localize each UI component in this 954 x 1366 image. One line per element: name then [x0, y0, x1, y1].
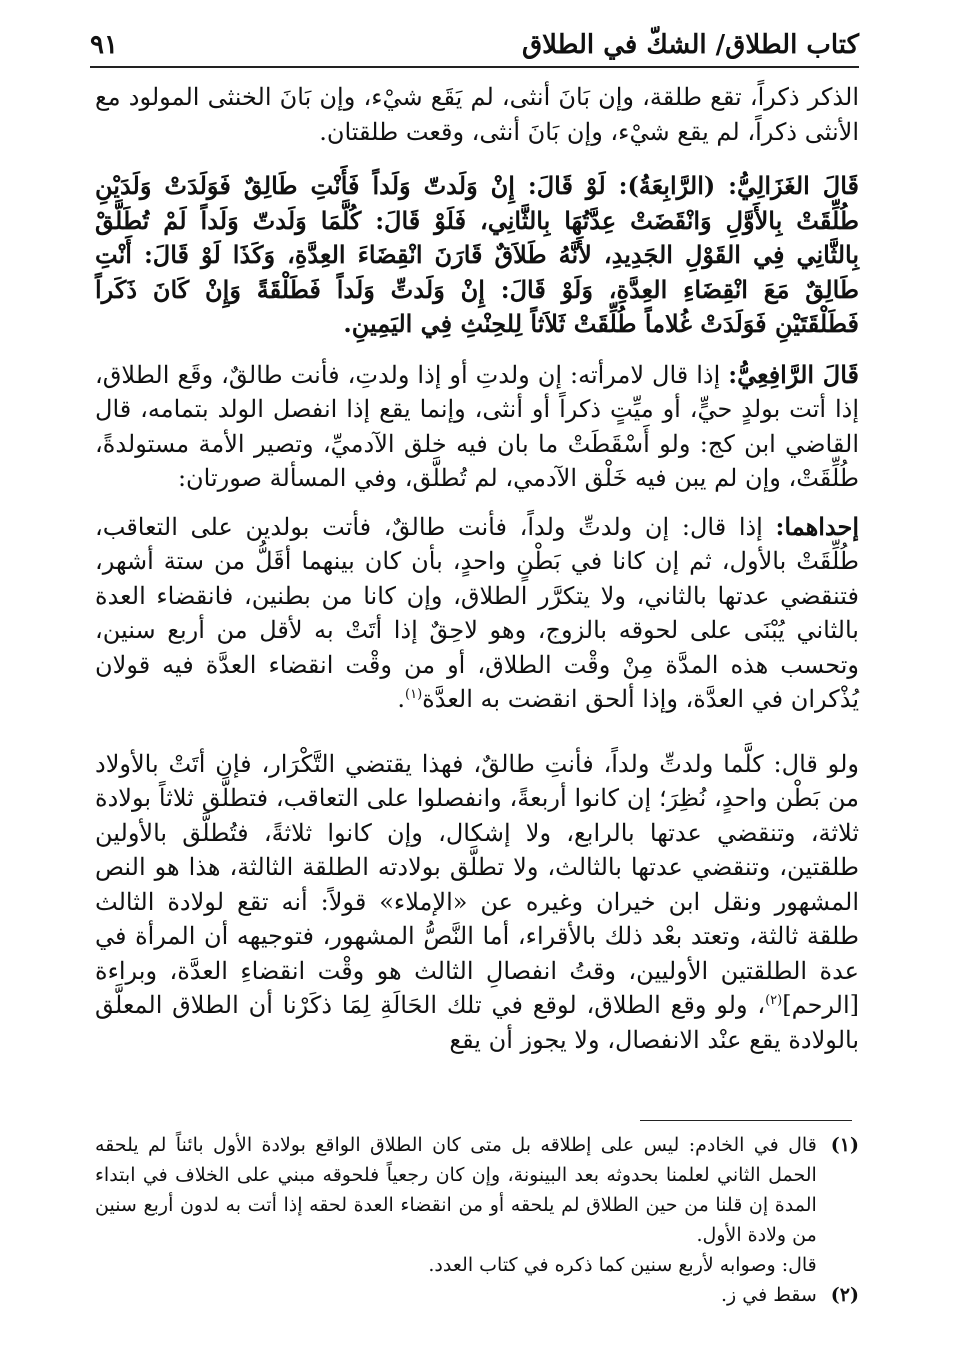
footnotes — [95, 1130, 859, 1310]
second-case-text: ولو قال: كلَّما ولدتِّ ولداً، فأنتِ طالقٌ، فهذا يقتضي التَّكْرَار، فإن أتَتْ بالأولاد من بَطْن واحدٍ، نُظِرَ؛ إن كانوا أربعةً، وانفصلوا على التعاقب، فتطلَّق ثلاثاً بولادة ثلاثة، وتنقضي عدتها بالرابع، ولا إشكال، وإن كانوا ثلاثةً، فتُطلَّق بالأولين طلقتين، وتنقضي عدتها بالثالث، ولا تطلَّق بولادته الطلقة الثالثة، هذا هو النص المشهور ونقل ابن خيران وغيره عن «الإملاء» قولاً: أنه تقع لولادة الثالث طلقة ثالثة، وتعتد بعْد ذلك بالأقراء، أما النَّصُّ المشهور، فتوجيهه أن المرأة في عدة الطلقتين الأوليين، وقتُ انفصالِ الثالث هو وقْت انقضاءِ العدَّة، وبراءة [الرحم] — [95, 749, 859, 1019]
rafii-lead: قَالَ الرَّافِعِيُّ: — [728, 359, 859, 389]
paragraph-first-case: إحداهما: إذا قال: إن ولدتِّ ولداً، فأنت طالقٌ، فأتت بولدين على التعاقب، طُلِّقَتْ بالأول، ثم إن كانا في بَطْنٍ واحدٍ، بأن كان بينهما أقَلُّ من ستة أشهر، فتنقضي عدتها بالثاني، ولا يتكرَّر الطلاق، وإن كانا من بطنين، فانقضاء العدة بالثاني يُبْنَى على لحوقه بالزوج، وهو لاحِقٌ إذا أتَتْ به لأقل من أربع سنين، وتحسب هذه المدَّة مِنْ وقْت الطلاق، أو من وقْت انقضاء العدَّة فيه قولان يُذْكران في العدَّة، وإذا ألحق انقضت به العدَّة$^{(١)}$. — [95, 511, 859, 713]
footnote-ref-2[interactable]: (٢) — [765, 993, 783, 1008]
main-text — [95, 80, 859, 1057]
ghazali-text: لَوْ قَالَ: إِنْ وَلَدتّ وَلَداً فَأَنْتِ طَالِقٌ فَوَلَدَتْ وَلَدَيْنِ طُلِّقَتْ بِالأَوَّلِ وَانْقَضَتْ عِدَّتُهَا بِالثَّانِي، فَلَوْ قَالَ: كُلَّمَا وَلَدتّ وَلَداً لَمْ تُطَلَّقْ بِالثَّانِي فِي القَوْلِ الجَدِيدِ، لأَنَّهُ طَلاَقٌ قَارَنَ انْقِضَاءَ العِدَّةِ، وَكَذَا لَوْ قَالَ: أَنْتِ طَالِقٌ مَعَ انْقِضَاءِ العِدَّةِ، وَلَوْ قَالَ: إِنْ وَلَدتِّ وَلَداً فَطَلْقَةً وَإِنْ كَانَ ذَكَراً فَطَلْقَتَيْنِ فَوَلَدَتْ غُلاماً طُلِّقَتْ ثَلاَثاً لِلحِنْثِ فِي اليَمِينِ. — [95, 171, 860, 338]
paragraph-second-case — [95, 747, 859, 1058]
footnote-1 — [95, 1130, 859, 1280]
ghazali-lead: قَالَ الغَزَالِيُّ: (الرَّابِعَةُ): — [618, 171, 860, 200]
header-title: كتاب الطلاق/ الشكّ في الطلاق — [522, 30, 859, 60]
footnote-1-text: قال في الخادم: ليس على إطلاقه بل متى كان الطلاق الواقع بولادة الأول بائناً لم يلحقه الحمل الثاني لعلمنا بحدوثه بعد البينونة، وإن كان رجعياً فلحوقه مبني على الخلاف في ابتداء المدة إن قلنا من حين الطلاق لم يلحقه أو من انقضاء العدة لحقه إذا أتت به لدون أربع سنين من ولادة الأول. — [95, 1134, 817, 1246]
footnote-2 — [95, 1280, 859, 1310]
footnote-2-number: (٢) — [830, 1284, 859, 1306]
footnote-ref-1[interactable]: (١) — [405, 687, 423, 702]
footnote-2-text: سقط في ز. — [721, 1284, 817, 1306]
paragraph-rafii — [95, 358, 859, 496]
header-rule — [90, 66, 859, 68]
first-case-lead: إحداهما: — [775, 511, 859, 541]
rafii-text: إذا قال لامرأته: إن ولدتِ أو إذا ولدتِ، فأنت طالقٌ، وقَع الطلاق، إذا أتت بولدٍ حيٍّ، أو ميِّتٍ ذكراً أو أنثى، وإنما يقع إذا انفصل الولد بتمامه، قال القاضي ابن كج: ولو أَسْقَطَتْ ما بان فيه خلق الآدميِّ، وتصير الأمة مستولدةً، طُلِّقَتْ، وإن لم يبن فيه خَلْق الآدمي، لم تُطلَّق، وفي المسألة صورتان: — [95, 360, 860, 492]
running-header — [90, 28, 859, 62]
footnote-1-number: (١) — [830, 1134, 859, 1156]
paragraph-1 — [95, 80, 859, 149]
first-case-text: إذا قال: إن ولدتِّ ولداً، فأنت طالقٌ، فأتت بولدين على التعاقب، طُلِّقَتْ بالأول، ثم إن كانا في بَطْنٍ واحدٍ، بأن كان بينهما أقَلُّ من ستة أشهر، فتنقضي عدتها بالثاني، ولا يتكرَّر الطلاق، وإن كانا من بطنين، فانقضاء العدة بالثاني يُبْنَى على لحوقه بالزوج، وهو لاحِقٌ إذا أتَتْ به لأقل من أربع سنين، وتحسب هذه المدَّة مِنْ وقْت الطلاق، أو من وقْت انقضاء العدَّة فيه قولان يُذْكران في العدَّة، وإذا ألحق انقضت به العدَّة — [95, 512, 859, 713]
paragraph-ghazali — [95, 169, 859, 342]
footnote-1-text-2: قال: وصوابه لأربع سنين كما ذكره في كتاب العدد. — [428, 1254, 817, 1276]
second-case-text-end: ، ولو وقع الطلاق، لوقع في تلك الحَالَةِ لِمَا ذكَرْنا أن الطلاق المعلَّق بالولادة يقع عنْد الانفصال، ولا يجوز أن يقع — [95, 991, 859, 1054]
footnote-rule — [640, 1120, 852, 1121]
page-number: ٩١ — [90, 30, 118, 60]
paragraph-1-text: الذكر ذكراً، تقع طلقة، وإن بَانَ أنثى، لم يَقَع شيْء، وإن بَانَ الخنثى المولود مع الأنثى ذكراً، لم يقع شيْء، وإن بَانَ أنثى، وقعت طلقتان. — [95, 83, 859, 146]
